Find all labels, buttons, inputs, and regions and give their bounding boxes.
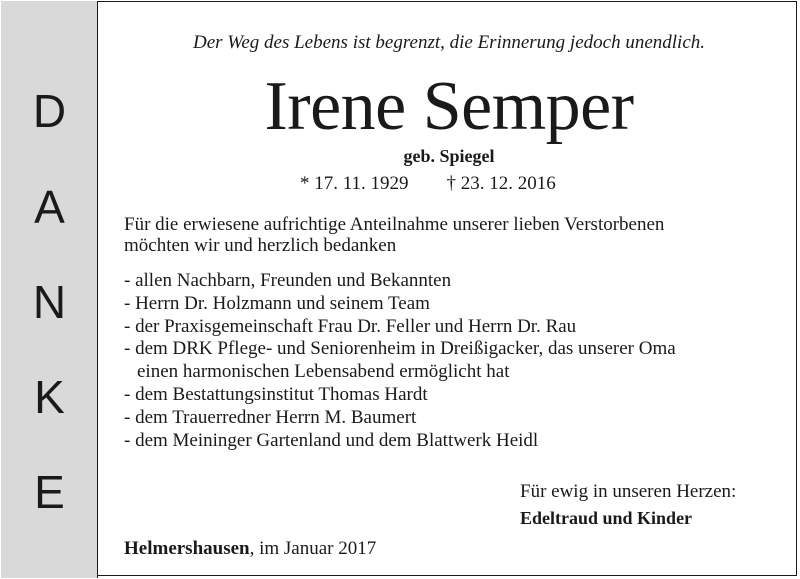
death-date: † 23. 12. 2016 [446, 173, 556, 194]
danke-sidebar [1, 1, 98, 578]
maiden-name: geb. Spiegel [403, 146, 495, 166]
list-item: - allen Nachbarn, Freunden und Bekannten [124, 270, 452, 291]
place-date [124, 538, 376, 560]
motto-quote: Der Weg des Lebens ist begrenzt, die Erinnerung jedoch unendlich. [192, 32, 706, 53]
life-dates [300, 173, 556, 195]
intro-line: möchten wir und herzlich bedanken [124, 235, 397, 256]
sidebar-letter: D [32, 85, 67, 137]
list-item: - dem Trauerredner Herrn M. Baumert [124, 406, 417, 428]
sidebar-letter: K [34, 371, 65, 423]
list-item: - dem Meininger Gartenland und dem Blattwerk Heidl [124, 429, 539, 451]
list-item: - der Praxisgemeinschaft Frau Dr. Feller und Herrn Dr. Rau [124, 315, 577, 337]
birth-date: * 17. 11. 1929 [300, 173, 409, 194]
thanks-list [124, 270, 784, 452]
signature: Edeltraud und Kinder [520, 508, 693, 528]
intro-line: Für die erwiesene aufrichtige Anteilnahme unserer lieben Verstorbenen [124, 214, 665, 235]
sidebar-letter: A [34, 181, 65, 233]
list-item: - Herrn Dr. Holzmann und seinem Team [124, 292, 430, 314]
list-item: einen harmonischen Lebensabend ermöglicht hat [137, 361, 510, 383]
thanks-intro [124, 214, 784, 256]
deceased-name: Irene Semper [264, 68, 634, 145]
sidebar-letter: N [32, 276, 67, 328]
closing-line: Für ewig in unseren Herzen: [520, 481, 737, 502]
sidebar-letter: E [34, 466, 65, 518]
date-text: , im Januar 2017 [249, 538, 377, 559]
place-name: Helmershausen [124, 538, 250, 559]
list-item: - dem DRK Pflege- und Seniorenheim in Dreißigacker, das unserer Oma [124, 338, 676, 360]
list-item: - dem Bestattungsinstitut Thomas Hardt [124, 383, 428, 405]
